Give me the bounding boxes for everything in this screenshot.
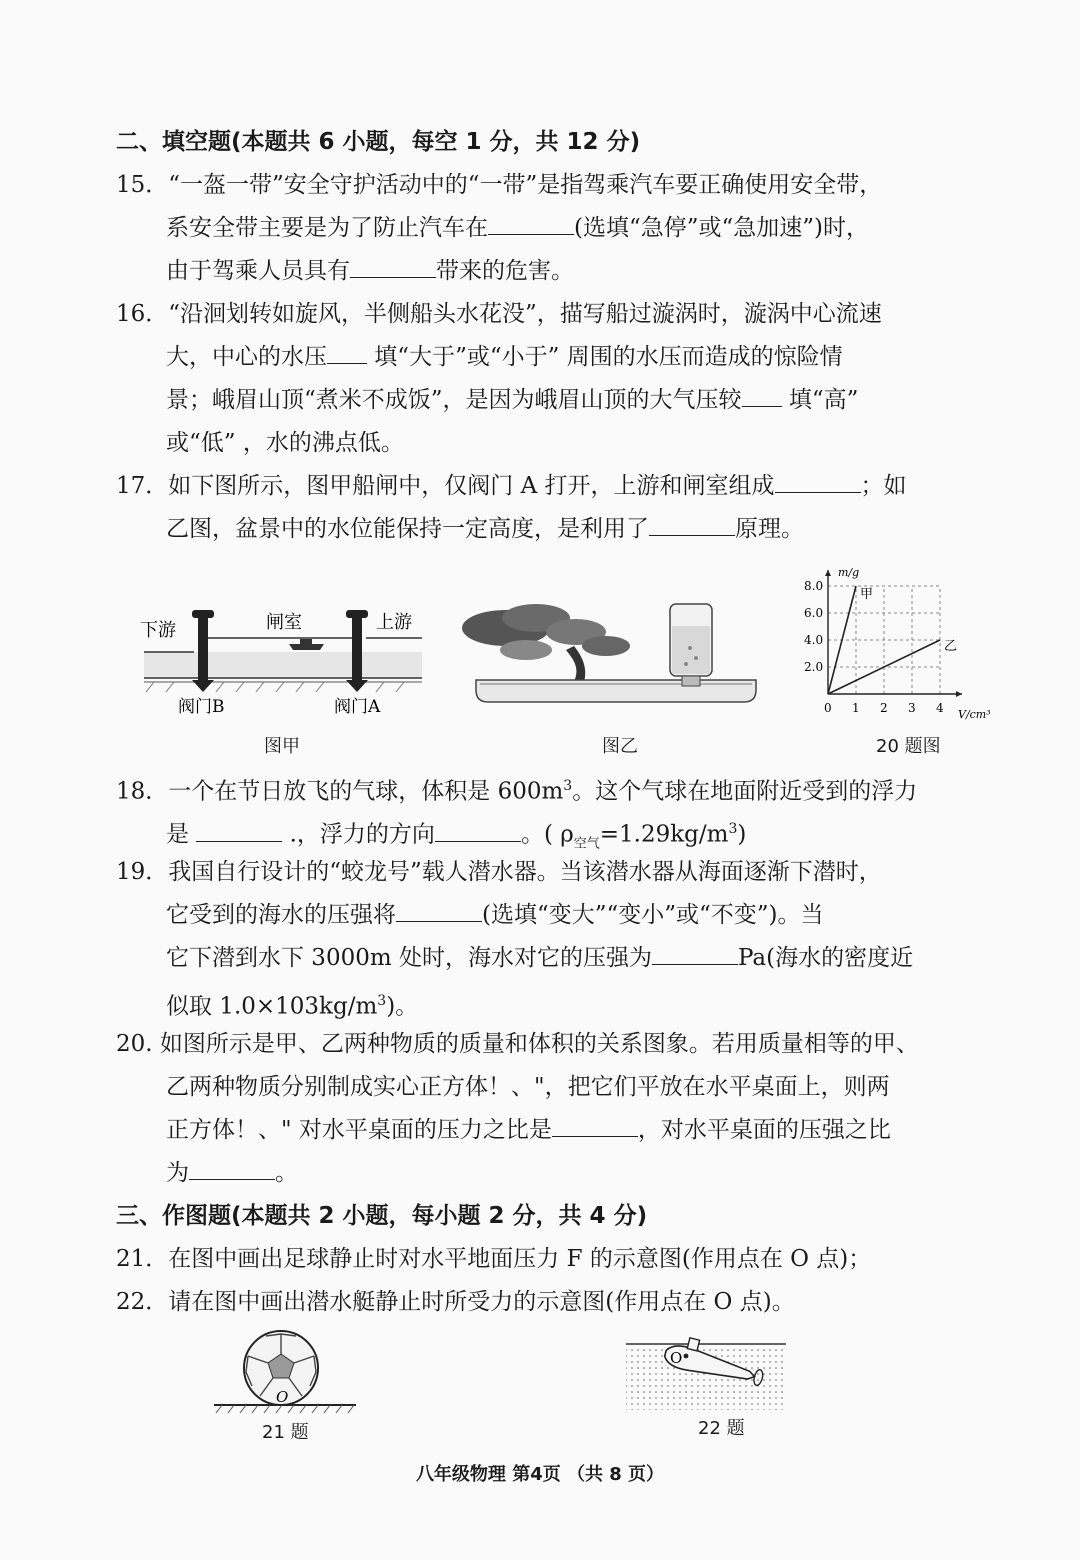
q19-text: Pa(海水的密度近 [737,945,914,971]
x-axis-label: V/cm³ [958,708,991,721]
answer-blank[interactable] [350,257,436,278]
q19-text: 它受到的海水的压强将 [166,902,396,928]
series-line [828,586,856,694]
q21-text: 21．在图中画出足球静止时对水平地面压力 F 的示意图(作用点在 O 点)； [116,1246,872,1272]
q18-text: 。( ρ [520,821,574,848]
page-footer: 八年级物理 第4页 （共 8 页） [415,1464,665,1485]
q19-text: 它下潜到水下 3000m 处时，海水对它的压强为 [166,945,652,971]
answer-blank[interactable] [775,472,861,493]
x-tick-label: 0 [824,701,832,715]
q19-line1: 19．我国自行设计的“蛟龙号”载人潜水器。当该潜水器从海面逐渐下潜时， [116,859,882,885]
q20-text: ，对水平桌面的压强之比 [637,1117,891,1143]
tray [476,680,756,702]
q19-text: (选填“变大”“变小”或“不变”)。当 [482,902,824,928]
section3-heading: 三、作图题(本题共 2 小题，每小题 2 分，共 4 分) [116,1203,648,1229]
answer-blank[interactable] [327,343,367,364]
bonsai-figure [456,598,768,710]
label-valve-a: 阀门A [334,697,381,717]
q19-line4 [166,986,418,1022]
point-o-label: O [276,1388,289,1406]
caption-q22: 22 题 [698,1418,745,1439]
q20-line3 [166,1115,891,1145]
q20-text: 为 [166,1160,189,1186]
q18-text: ) [737,821,747,848]
q17-line2 [166,514,804,544]
q16-line2 [166,342,843,372]
q20-text: 。 [275,1160,298,1186]
q17-line1 [116,471,907,501]
answer-blank[interactable] [649,515,735,536]
mass-volume-graph [796,552,1002,728]
label-chamber: 闸室 [266,612,302,633]
q17-text: 17．如下图所示，图甲船闸中，仅阀门 A 打开，上游和闸室组成 [116,473,775,499]
q16-text: 景；峨眉山顶“煮米不成饭”，是因为峨眉山顶的大气压较 [166,387,742,413]
x-tick-label: 1 [852,701,860,715]
answer-blank[interactable] [488,214,574,235]
y-axis-label: m/g [838,566,860,579]
caption-yi: 图乙 [602,736,638,757]
answer-blank[interactable] [189,1159,275,1180]
q15-line1: 15．“一盔一带”安全守护活动中的“一带”是指驾乘汽车要正确使用安全带， [116,172,883,198]
series-label: 乙 [944,639,958,654]
q18-sup: 3 [728,821,738,837]
q20-line2: 乙两种物质分别制成实心正方体！、"，把它们平放在水平桌面上，则两 [166,1074,890,1100]
caption-graph: 20 题图 [876,736,941,757]
caption-q21: 21 题 [262,1422,309,1443]
q19-line3 [166,943,913,973]
y-tick-label: 6.0 [804,606,824,620]
q16-text: 大，中心的水压 [166,344,327,370]
lock-water [144,652,422,678]
gate-a [352,618,362,680]
q15-text: 带来的危害。 [436,258,574,284]
answer-blank[interactable] [742,386,782,407]
ship-lock-figure [134,600,434,720]
q17-text: 乙图，盆景中的水位能保持一定高度，是利用了 [166,516,649,542]
label-valve-b: 阀门B [178,697,225,717]
q18-subscript: 空气 [573,836,600,852]
q16-line1: 16．“沿洄划转如旋风，半侧船头水花没”，描写船过漩涡时，漩涡中心流速 [116,301,882,327]
q17-text: 原理。 [735,516,804,542]
q20-line4 [166,1158,298,1188]
y-tick-label: 8.0 [804,579,824,593]
q17-text: ；如 [860,473,907,499]
q15-text: (选填“急停”或“急加速”)时， [574,215,869,241]
football-figure [206,1328,362,1418]
q19-line2 [166,900,824,930]
section2-heading: 二、填空题(本题共 6 小题，每空 1 分，共 12 分) [116,129,641,155]
answer-blank[interactable] [435,821,521,842]
q16-line4: 或“低” ，水的沸点低。 [166,430,404,456]
x-tick-label: 4 [936,701,944,715]
q20-text: 正方体！、" 对水平桌面的压力之比是 [166,1117,552,1143]
q18-text: 是 [166,821,197,848]
q20-line1: 20. 如图所示是甲、乙两种物质的质量和体积的关系图象。若用质量相等的甲、 [116,1031,919,1057]
q16-text: 填“高” [781,387,859,413]
y-tick-label: 2.0 [804,660,824,674]
point-o-label: O [670,1349,683,1367]
x-tick-label: 2 [880,701,888,715]
q19-sup: 3 [377,993,387,1009]
q18-sup: 3 [563,778,573,794]
answer-blank[interactable] [396,901,482,922]
q18-text: 18．一个在节日放飞的气球，体积是 600m [116,778,564,805]
q22-text: 22．请在图中画出潜水艇静止时所受力的示意图(作用点在 O 点)。 [116,1289,795,1315]
q18-line1 [116,771,917,807]
boat-icon [289,644,324,650]
answer-blank[interactable] [652,944,738,965]
label-downstream: 下游 [140,620,176,641]
q15-line3 [166,256,574,286]
gate-b [198,618,208,680]
caption-jia: 图甲 [264,736,300,757]
q16-line3 [166,385,858,415]
q16-text: 填“大于”或“小于” 周围的水压而造成的惊险情 [367,344,843,370]
y-axis-arrow [825,570,831,576]
answer-blank[interactable] [196,821,282,842]
x-tick-label: 3 [908,701,916,715]
submarine-figure [624,1330,790,1412]
x-axis-arrow [956,691,962,697]
q15-text: 系安全带主要是为了防止汽车在 [166,215,488,241]
y-tick-label: 4.0 [804,633,824,647]
q15-text: 由于驾乘人员具有 [166,258,350,284]
q18-text: .，浮力的方向 [282,821,435,848]
series-label: 甲 [860,587,874,602]
answer-blank[interactable] [552,1116,638,1137]
q18-text: 。这个气球在地面附近受到的浮力 [572,778,918,805]
q19-text: 似取 1.0×103kg/m [166,993,378,1020]
q19-text: )。 [386,993,419,1020]
q18-line2 [166,814,746,859]
q18-text: =1.29kg/m [599,821,729,848]
label-upstream: 上游 [376,612,412,633]
q15-line2 [166,213,869,243]
